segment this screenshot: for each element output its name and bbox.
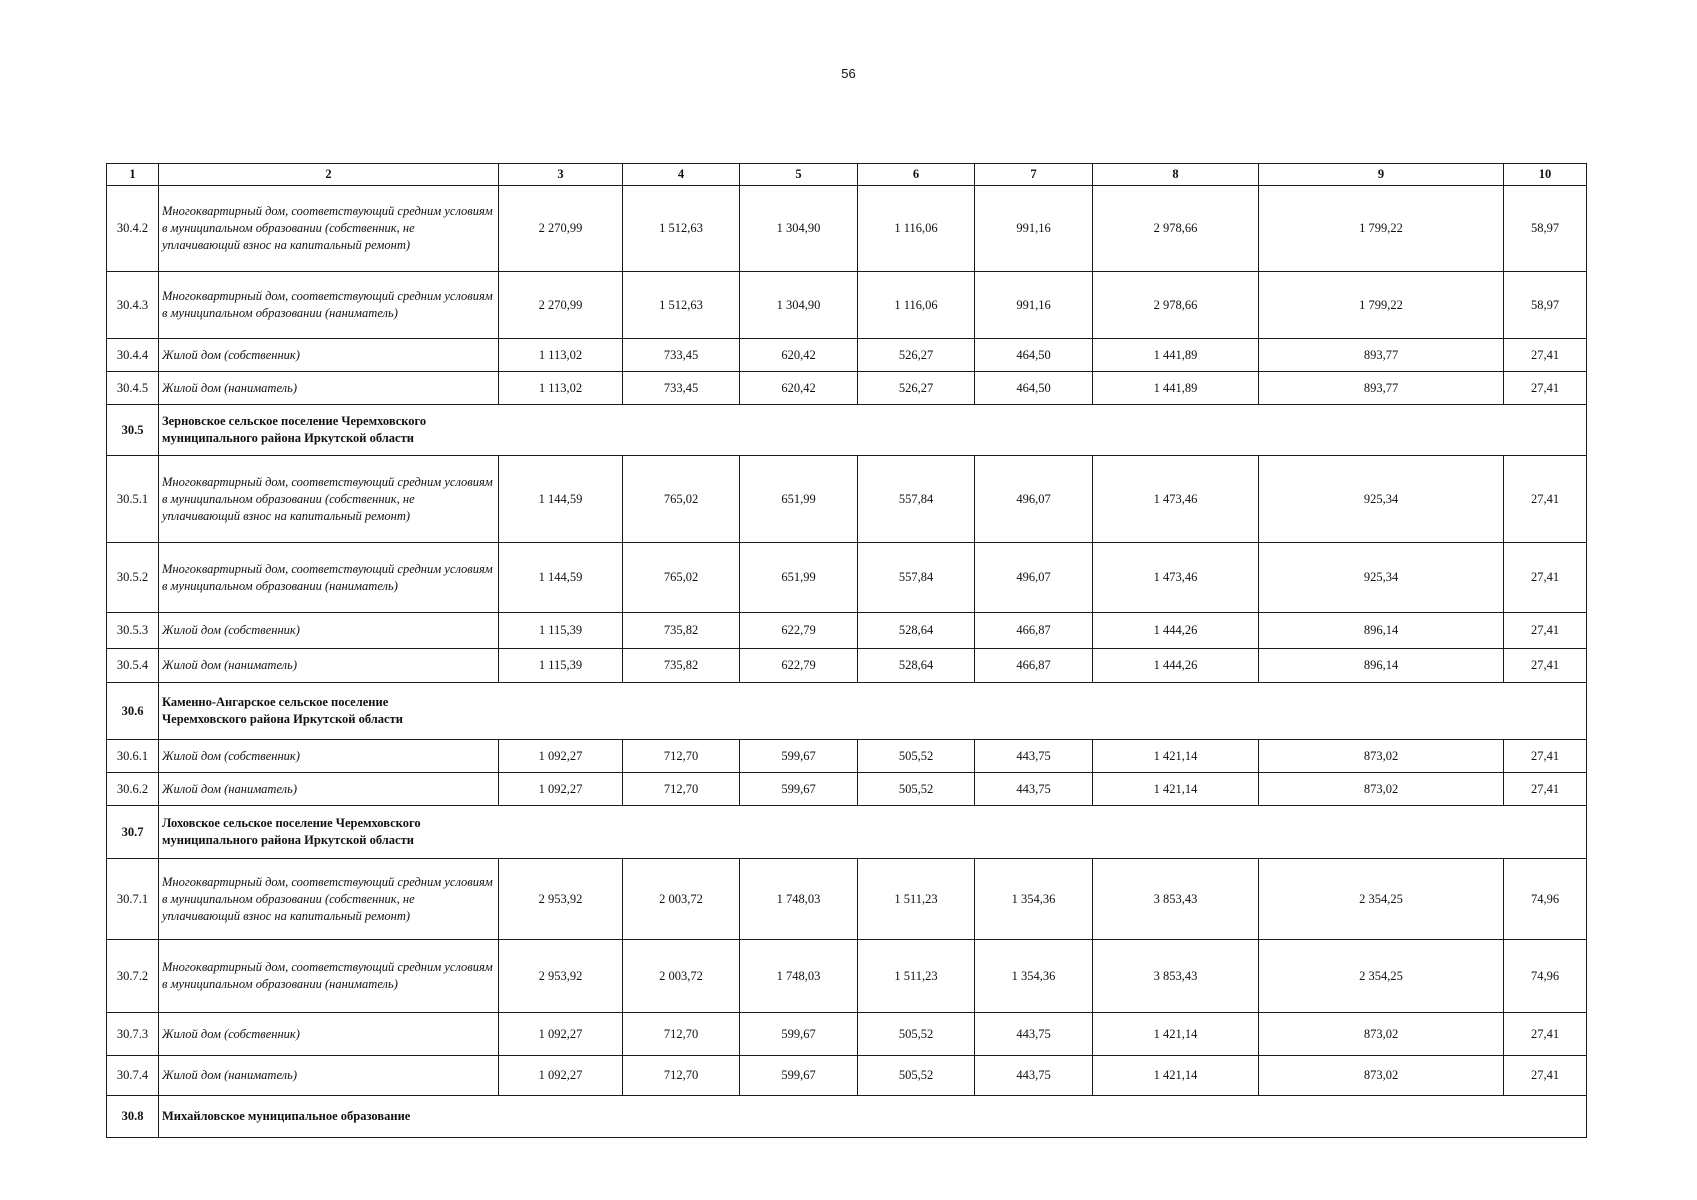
tariff-value-cell: 505,52 (858, 1013, 975, 1056)
column-number-cell: 9 (1259, 164, 1504, 186)
tariff-value-cell: 1 511,23 (858, 940, 975, 1013)
tariff-value-cell: 1 421,14 (1093, 740, 1259, 773)
tariff-value-cell: 505,52 (858, 740, 975, 773)
tariff-value-cell: 599,67 (740, 773, 858, 806)
section-title-text: Лоховское сельское поселение Черемховского муниципального района Иркутской области (162, 816, 421, 847)
row-code: 30.7.1 (107, 859, 159, 940)
tariff-value-cell: 712,70 (623, 773, 740, 806)
table-row (107, 649, 1587, 683)
row-description: Жилой дом (наниматель) (159, 773, 499, 806)
row-description: Жилой дом (наниматель) (159, 1056, 499, 1096)
tariff-value-cell: 1 444,26 (1093, 649, 1259, 683)
tariff-value-cell: 1 113,02 (499, 339, 623, 372)
tariff-value-cell: 526,27 (858, 372, 975, 405)
tariff-value-cell: 896,14 (1259, 649, 1504, 683)
table-row (107, 456, 1587, 543)
tariff-value-cell: 620,42 (740, 372, 858, 405)
tariff-value-cell: 526,27 (858, 339, 975, 372)
tariff-value-cell: 27,41 (1504, 456, 1587, 543)
row-code: 30.4.2 (107, 186, 159, 272)
tariff-value-cell: 505,52 (858, 773, 975, 806)
row-description: Многоквартирный дом, соответствующий средним условиям в муниципальном образовании (собственник, не уплачивающий взнос на капитальный ремонт) (159, 859, 499, 940)
row-description: Жилой дом (собственник) (159, 740, 499, 773)
tariff-value-cell: 3 853,43 (1093, 940, 1259, 1013)
tariff-value-cell: 873,02 (1259, 773, 1504, 806)
tariff-value-cell: 443,75 (975, 1056, 1093, 1096)
section-title-text: Михайловское муниципальное образование (162, 1109, 411, 1123)
tariff-value-cell: 873,02 (1259, 1056, 1504, 1096)
tariff-value-cell: 27,41 (1504, 613, 1587, 649)
table-row (107, 543, 1587, 613)
tariff-value-cell: 505,52 (858, 1056, 975, 1096)
section-row (107, 683, 1587, 740)
tariff-value-cell: 27,41 (1504, 773, 1587, 806)
tariff-value-cell: 893,77 (1259, 372, 1504, 405)
tariff-value-cell: 620,42 (740, 339, 858, 372)
tariff-value-cell: 464,50 (975, 372, 1093, 405)
tariff-value-cell: 2 354,25 (1259, 940, 1504, 1013)
tariff-value-cell: 1 092,27 (499, 1056, 623, 1096)
tariff-value-cell: 74,96 (1504, 940, 1587, 1013)
tariff-value-cell: 443,75 (975, 773, 1093, 806)
table-row (107, 186, 1587, 272)
table-row (107, 859, 1587, 940)
row-code: 30.6.2 (107, 773, 159, 806)
row-description: Жилой дом (наниматель) (159, 649, 499, 683)
row-description: Многоквартирный дом, соответствующий средним условиям в муниципальном образовании (собственник, не уплачивающий взнос на капитальный ремонт) (159, 186, 499, 272)
tariff-value-cell: 1 512,63 (623, 186, 740, 272)
tariff-value-cell: 1 144,59 (499, 543, 623, 613)
page-number: 56 (841, 66, 856, 81)
table-body (107, 164, 1587, 1138)
table-row (107, 1013, 1587, 1056)
tariff-value-cell: 651,99 (740, 543, 858, 613)
table-row (107, 940, 1587, 1013)
tariff-value-cell: 443,75 (975, 1013, 1093, 1056)
tariff-value-cell: 1 144,59 (499, 456, 623, 543)
column-number-cell: 4 (623, 164, 740, 186)
tariff-value-cell: 735,82 (623, 649, 740, 683)
tariff-value-cell: 1 113,02 (499, 372, 623, 405)
tariff-value-cell: 1 115,39 (499, 613, 623, 649)
tariff-value-cell: 991,16 (975, 272, 1093, 339)
tariff-value-cell: 599,67 (740, 740, 858, 773)
column-number-cell: 6 (858, 164, 975, 186)
row-description: Жилой дом (собственник) (159, 339, 499, 372)
tariff-value-cell: 27,41 (1504, 339, 1587, 372)
tariff-value-cell: 557,84 (858, 543, 975, 613)
tariff-value-cell: 2 978,66 (1093, 186, 1259, 272)
tariff-value-cell: 1 441,89 (1093, 339, 1259, 372)
tariff-value-cell: 1 116,06 (858, 186, 975, 272)
section-code: 30.5 (107, 405, 159, 456)
row-description: Многоквартирный дом, соответствующий средним условиям в муниципальном образовании (наниматель) (159, 543, 499, 613)
column-number-cell: 2 (159, 164, 499, 186)
table-row (107, 1056, 1587, 1096)
tariff-value-cell: 1 092,27 (499, 740, 623, 773)
tariff-value-cell: 3 853,43 (1093, 859, 1259, 940)
tariff-value-cell: 765,02 (623, 456, 740, 543)
tariff-value-cell: 1 092,27 (499, 1013, 623, 1056)
tariff-value-cell: 599,67 (740, 1013, 858, 1056)
tariff-value-cell: 712,70 (623, 1013, 740, 1056)
tariff-value-cell: 2 978,66 (1093, 272, 1259, 339)
tariff-value-cell: 27,41 (1504, 543, 1587, 613)
tariff-value-cell: 27,41 (1504, 649, 1587, 683)
tariff-value-cell: 896,14 (1259, 613, 1504, 649)
row-code: 30.5.2 (107, 543, 159, 613)
tariff-value-cell: 1 421,14 (1093, 1056, 1259, 1096)
tariff-value-cell: 2 953,92 (499, 940, 623, 1013)
column-number-cell: 1 (107, 164, 159, 186)
tariff-value-cell: 2 270,99 (499, 272, 623, 339)
tariff-value-cell: 1 421,14 (1093, 773, 1259, 806)
tariff-value-cell: 466,87 (975, 649, 1093, 683)
column-number-cell: 7 (975, 164, 1093, 186)
row-code: 30.7.3 (107, 1013, 159, 1056)
row-code: 30.4.4 (107, 339, 159, 372)
section-row (107, 1096, 1587, 1138)
tariff-value-cell: 599,67 (740, 1056, 858, 1096)
tariff-value-cell: 2 003,72 (623, 940, 740, 1013)
tariff-value-cell: 1 473,46 (1093, 456, 1259, 543)
section-title-text: Каменно-Ангарское сельское поселение Черемховского района Иркутской области (162, 695, 403, 726)
tariff-value-cell: 1 748,03 (740, 859, 858, 940)
tariff-value-cell: 712,70 (623, 740, 740, 773)
tariff-value-cell: 2 003,72 (623, 859, 740, 940)
column-number-cell: 10 (1504, 164, 1587, 186)
tariff-value-cell: 622,79 (740, 649, 858, 683)
section-title (159, 683, 1587, 740)
tariff-value-cell: 1 748,03 (740, 940, 858, 1013)
tariff-value-cell: 651,99 (740, 456, 858, 543)
tariff-value-cell: 27,41 (1504, 1013, 1587, 1056)
section-title (159, 1096, 1587, 1138)
column-number-header-row (107, 164, 1587, 186)
tariff-value-cell: 557,84 (858, 456, 975, 543)
tariff-value-cell: 893,77 (1259, 339, 1504, 372)
row-code: 30.7.2 (107, 940, 159, 1013)
tariff-value-cell: 528,64 (858, 613, 975, 649)
section-row (107, 405, 1587, 456)
row-code: 30.4.5 (107, 372, 159, 405)
table-row (107, 773, 1587, 806)
tariff-value-cell: 1 473,46 (1093, 543, 1259, 613)
tariff-value-cell: 1 304,90 (740, 272, 858, 339)
tariff-value-cell: 1 511,23 (858, 859, 975, 940)
tariff-value-cell: 443,75 (975, 740, 1093, 773)
tariff-value-cell: 1 421,14 (1093, 1013, 1259, 1056)
section-title-text: Зерновское сельское поселение Черемховского муниципального района Иркутской области (162, 414, 427, 445)
tariff-value-cell: 1 444,26 (1093, 613, 1259, 649)
tariff-value-cell: 1 441,89 (1093, 372, 1259, 405)
tariff-value-cell: 733,45 (623, 372, 740, 405)
tariff-value-cell: 2 953,92 (499, 859, 623, 940)
tariff-value-cell: 58,97 (1504, 186, 1587, 272)
tariff-value-cell: 873,02 (1259, 1013, 1504, 1056)
section-code: 30.6 (107, 683, 159, 740)
tariff-value-cell: 1 354,36 (975, 940, 1093, 1013)
tariff-value-cell: 27,41 (1504, 1056, 1587, 1096)
row-description: Многоквартирный дом, соответствующий средним условиям в муниципальном образовании (собственник, не уплачивающий взнос на капитальный ремонт) (159, 456, 499, 543)
row-code: 30.5.3 (107, 613, 159, 649)
row-description: Жилой дом (собственник) (159, 613, 499, 649)
section-code: 30.7 (107, 806, 159, 859)
row-description: Жилой дом (собственник) (159, 1013, 499, 1056)
tariff-value-cell: 466,87 (975, 613, 1093, 649)
tariff-value-cell: 528,64 (858, 649, 975, 683)
tariff-value-cell: 622,79 (740, 613, 858, 649)
column-number-cell: 3 (499, 164, 623, 186)
table-row (107, 613, 1587, 649)
tariff-value-cell: 712,70 (623, 1056, 740, 1096)
row-code: 30.5.4 (107, 649, 159, 683)
tariff-value-cell: 27,41 (1504, 372, 1587, 405)
section-title (159, 806, 1587, 859)
row-code: 30.4.3 (107, 272, 159, 339)
tariff-value-cell: 991,16 (975, 186, 1093, 272)
tariff-value-cell: 74,96 (1504, 859, 1587, 940)
row-code: 30.6.1 (107, 740, 159, 773)
tariff-value-cell: 27,41 (1504, 740, 1587, 773)
tariff-value-cell: 925,34 (1259, 543, 1504, 613)
row-description: Многоквартирный дом, соответствующий средним условиям в муниципальном образовании (наниматель) (159, 940, 499, 1013)
row-description: Многоквартирный дом, соответствующий средним условиям в муниципальном образовании (наниматель) (159, 272, 499, 339)
column-number-cell: 5 (740, 164, 858, 186)
tariff-value-cell: 1 115,39 (499, 649, 623, 683)
tariff-value-cell: 1 512,63 (623, 272, 740, 339)
tariff-value-cell: 2 270,99 (499, 186, 623, 272)
tariff-table (106, 163, 1587, 1138)
tariff-value-cell: 496,07 (975, 456, 1093, 543)
tariff-value-cell: 58,97 (1504, 272, 1587, 339)
tariff-value-cell: 1 116,06 (858, 272, 975, 339)
tariff-value-cell: 735,82 (623, 613, 740, 649)
tariff-value-cell: 733,45 (623, 339, 740, 372)
table-row (107, 272, 1587, 339)
column-number-cell: 8 (1093, 164, 1259, 186)
tariff-value-cell: 873,02 (1259, 740, 1504, 773)
tariff-value-cell: 765,02 (623, 543, 740, 613)
tariff-value-cell: 1 799,22 (1259, 186, 1504, 272)
tariff-value-cell: 464,50 (975, 339, 1093, 372)
section-row (107, 806, 1587, 859)
row-code: 30.7.4 (107, 1056, 159, 1096)
row-code: 30.5.1 (107, 456, 159, 543)
tariff-value-cell: 1 092,27 (499, 773, 623, 806)
table-row (107, 339, 1587, 372)
tariff-value-cell: 496,07 (975, 543, 1093, 613)
tariff-value-cell: 1 304,90 (740, 186, 858, 272)
tariff-value-cell: 925,34 (1259, 456, 1504, 543)
row-description: Жилой дом (наниматель) (159, 372, 499, 405)
tariff-value-cell: 2 354,25 (1259, 859, 1504, 940)
tariff-value-cell: 1 354,36 (975, 859, 1093, 940)
tariff-value-cell: 1 799,22 (1259, 272, 1504, 339)
section-title (159, 405, 1587, 456)
table-row (107, 740, 1587, 773)
section-code: 30.8 (107, 1096, 159, 1138)
table-row (107, 372, 1587, 405)
